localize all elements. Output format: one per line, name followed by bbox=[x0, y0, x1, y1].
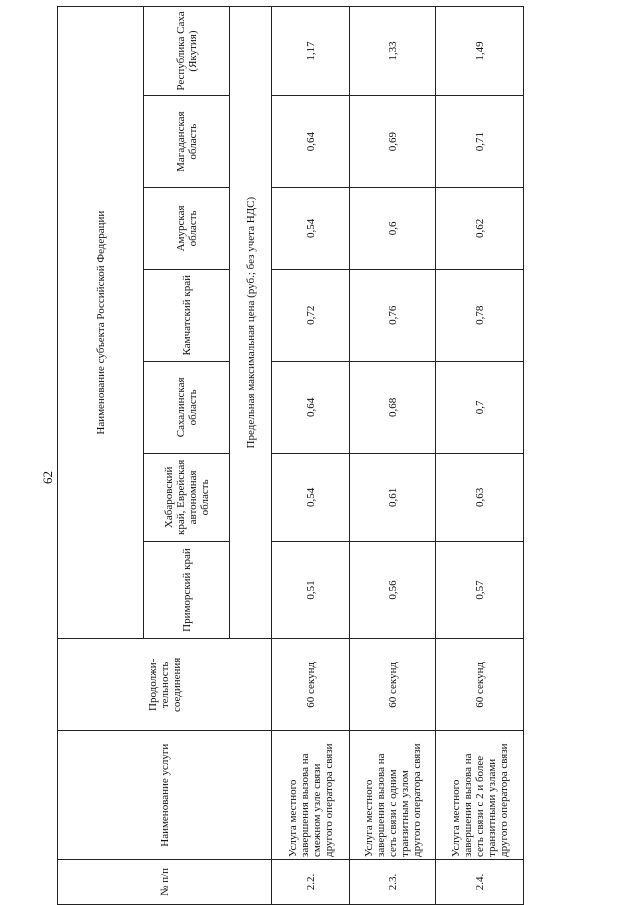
price-table-container bbox=[57, 6, 510, 905]
price-value: 0,64 bbox=[272, 361, 350, 453]
header-region: Сахалинская область bbox=[144, 361, 230, 453]
price-value: 0,7 bbox=[436, 361, 524, 453]
header-region: Приморский край bbox=[144, 541, 230, 639]
price-value: 0,63 bbox=[436, 453, 524, 541]
price-value: 0,72 bbox=[272, 269, 350, 361]
price-value: 0,71 bbox=[436, 96, 524, 188]
header-region: Камчатский край bbox=[144, 269, 230, 361]
header-region: Амурская область bbox=[144, 188, 230, 269]
duration: 60 секунд bbox=[350, 639, 436, 731]
price-table bbox=[57, 6, 524, 905]
price-value: 1,49 bbox=[436, 7, 524, 96]
service-name: Услуга местного завершения вызова на сеть связи с 2 и более транзитными узлами другого оператора связи bbox=[436, 731, 524, 860]
header-region: Республика Саха (Якутия) bbox=[144, 7, 230, 96]
price-value: 0,64 bbox=[272, 96, 350, 188]
price-value: 0,56 bbox=[350, 541, 436, 639]
price-value: 0,78 bbox=[436, 269, 524, 361]
service-name: Услуга местного завершения вызова на смежном узле связи другого оператора связи bbox=[272, 731, 350, 860]
table-row bbox=[436, 7, 524, 905]
price-value: 0,57 bbox=[436, 541, 524, 639]
header-region: Хабаровский край, Еврейская автономная область bbox=[144, 453, 230, 541]
price-value: 0,68 bbox=[350, 361, 436, 453]
price-value: 0,62 bbox=[436, 188, 524, 269]
price-value: 1,17 bbox=[272, 7, 350, 96]
row-number: 2.2. bbox=[272, 860, 350, 905]
price-value: 1,33 bbox=[350, 7, 436, 96]
price-value: 0,61 bbox=[350, 453, 436, 541]
price-value: 0,51 bbox=[272, 541, 350, 639]
table-row bbox=[350, 7, 436, 905]
table-row bbox=[272, 7, 350, 905]
header-duration: Продолжи-тельность соединения bbox=[58, 639, 272, 731]
header-subject: Наименование субъекта Российской Федерации bbox=[58, 7, 144, 639]
row-number: 2.3. bbox=[350, 860, 436, 905]
header-num: № п/п bbox=[58, 860, 272, 905]
header-region: Магаданская область bbox=[144, 96, 230, 188]
duration: 60 секунд bbox=[272, 639, 350, 731]
price-value: 0,54 bbox=[272, 453, 350, 541]
header-row-subject bbox=[58, 7, 144, 905]
duration: 60 секунд bbox=[436, 639, 524, 731]
page-number: 62 bbox=[40, 471, 55, 484]
header-service: Наименование услуги bbox=[58, 731, 272, 860]
price-value: 0,69 bbox=[350, 96, 436, 188]
service-name: Услуга местного завершения вызова на сеть связи с одним транзитным узлом другого оператора связи bbox=[350, 731, 436, 860]
price-value: 0,6 bbox=[350, 188, 436, 269]
row-number: 2.4. bbox=[436, 860, 524, 905]
price-value: 0,54 bbox=[272, 188, 350, 269]
header-price: Предельная максимальная цена (руб.; без учета НДС) bbox=[230, 7, 272, 639]
price-value: 0,76 bbox=[350, 269, 436, 361]
